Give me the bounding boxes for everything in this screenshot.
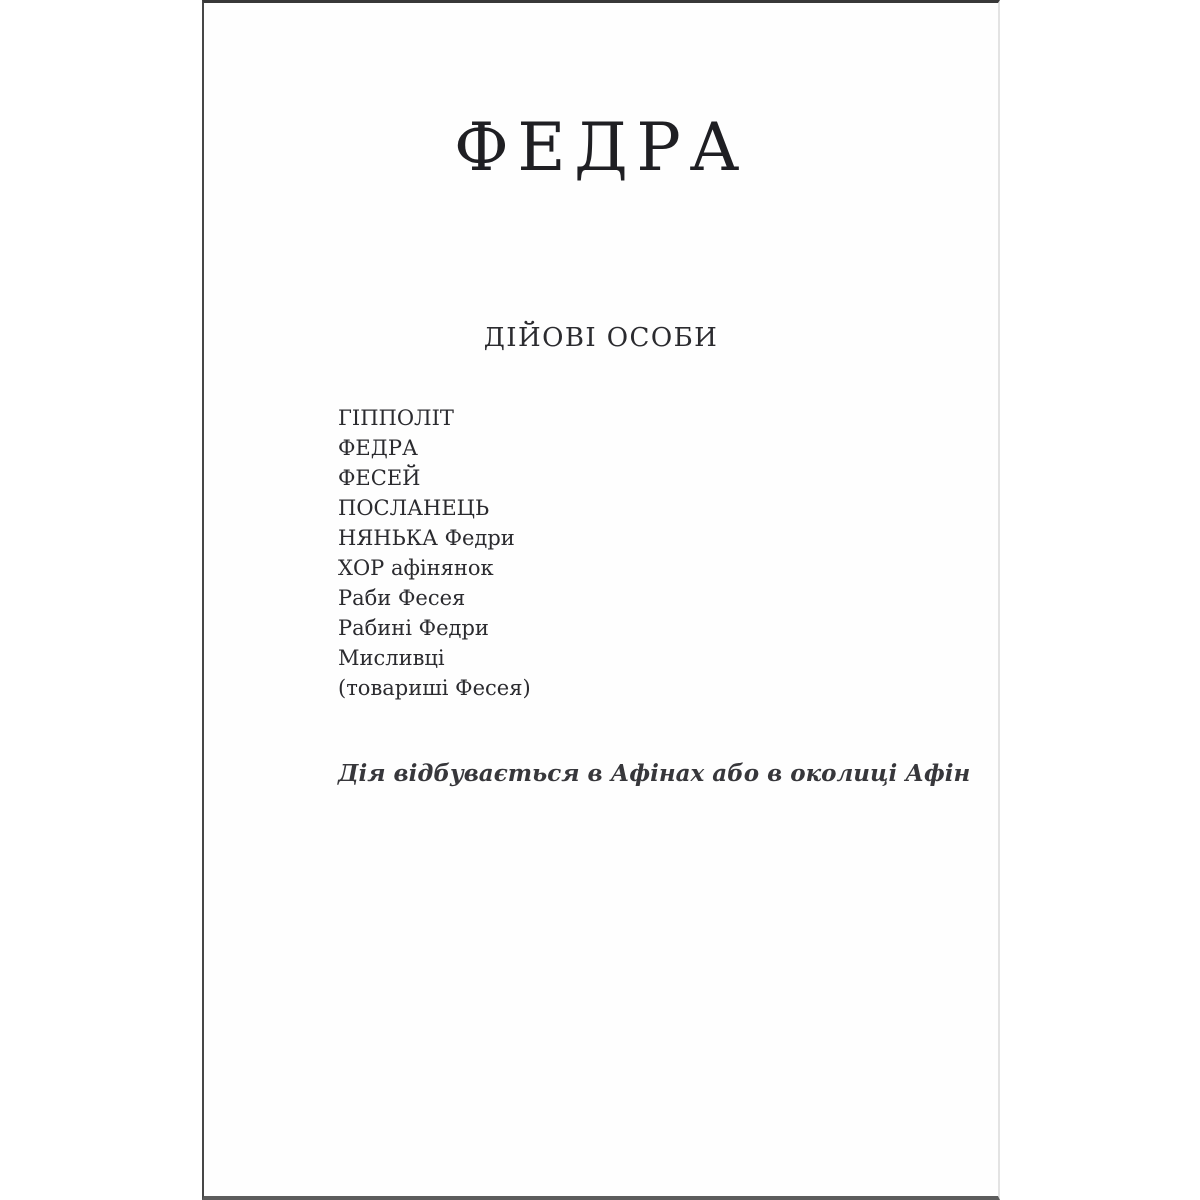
setting-note: Дія відбувається в Афінах або в околиці Афін — [338, 760, 971, 787]
cast-item: ХОР афінянок — [338, 556, 494, 580]
cast-item: (товариші Фесея) — [338, 676, 531, 700]
cast-list — [338, 403, 531, 703]
cast-item: ГІППОЛІТ — [338, 406, 454, 430]
cast-item: НЯНЬКА Федри — [338, 526, 515, 550]
cast-item: ФЕСЕЙ — [338, 466, 421, 490]
book-page — [202, 0, 1000, 1200]
dramatis-personae-heading: ДІЙОВІ ОСОБИ — [483, 323, 719, 353]
cast-item: ПОСЛАНЕЦЬ — [338, 496, 490, 520]
cast-item: Мисливці — [338, 646, 445, 670]
cast-item: ФЕДРА — [338, 436, 418, 460]
page-title: ФЕДРА — [454, 109, 748, 186]
cast-item: Рабині Федри — [338, 616, 489, 640]
cast-item: Раби Фесея — [338, 586, 466, 610]
